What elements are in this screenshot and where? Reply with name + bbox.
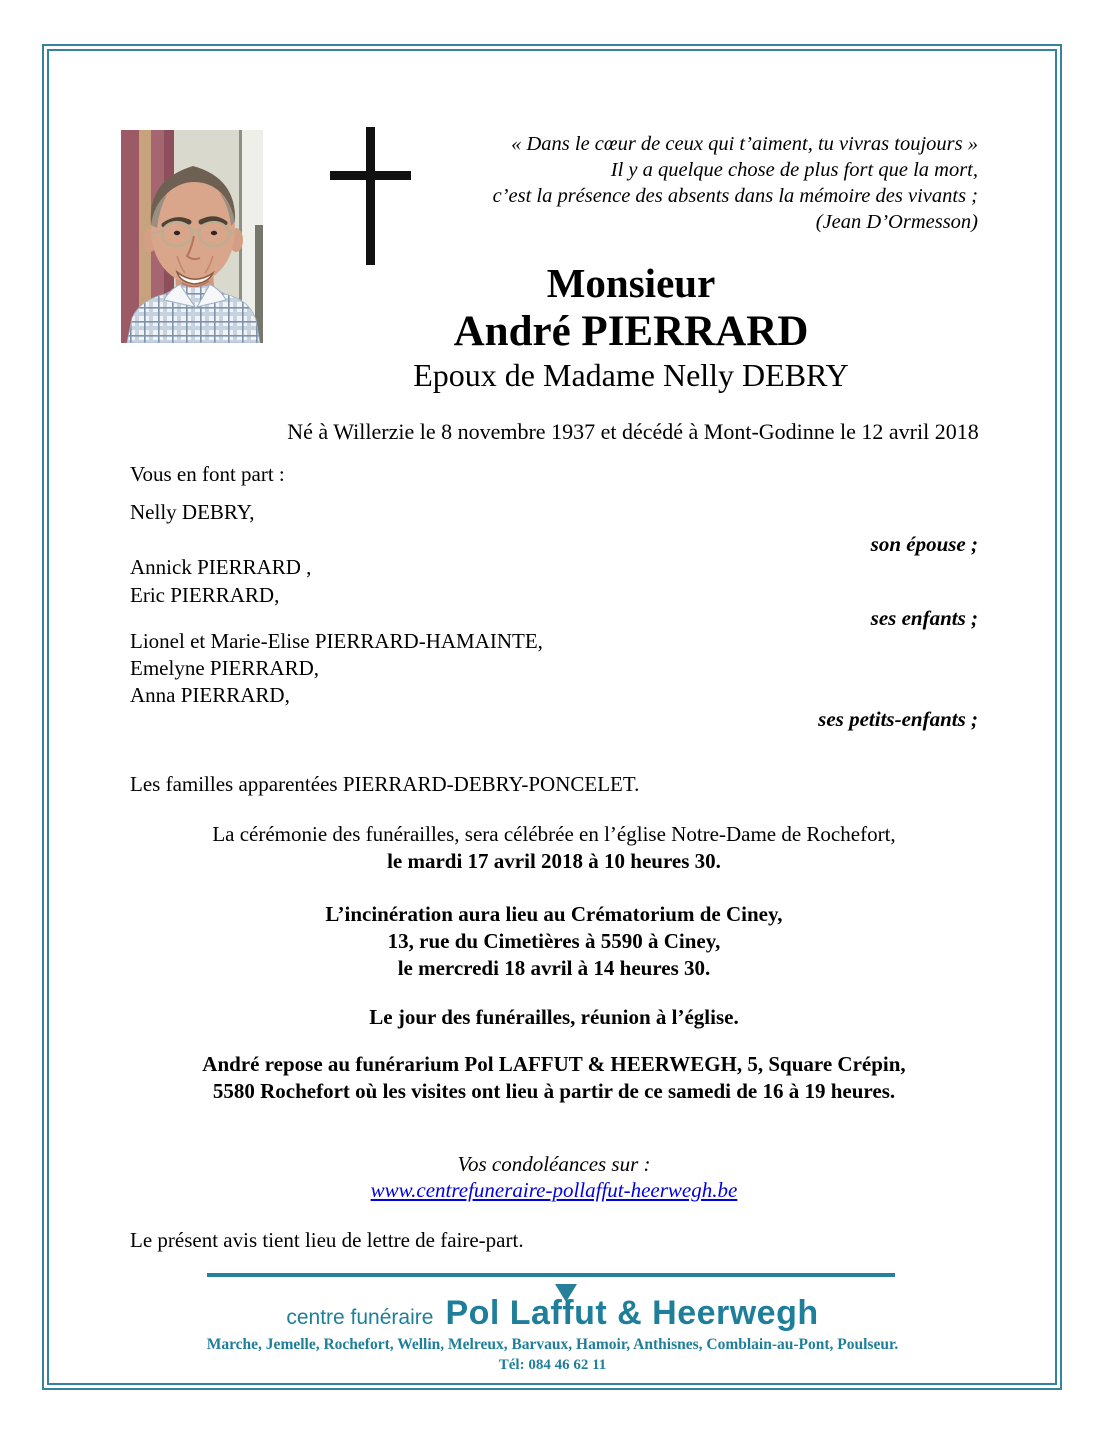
civility-title: Monsieur	[546, 260, 716, 306]
family-member-child-1: Annick PIERRARD ,	[130, 555, 312, 579]
repose-line-2: 5580 Rochefort où les visites ont lieu à partir de ce samedi de 16 à 19 heures.	[212, 1079, 896, 1103]
brand-prefix: centre funéraire	[286, 1306, 434, 1329]
quote-line-1: « Dans le cœur de ceux qui t’aiment, tu vivras toujours »	[511, 133, 978, 155]
brand-name: Pol Laffut & Heerwegh	[445, 1294, 819, 1332]
footer-locations: Marche, Jemelle, Rochefort, Wellin, Melreux, Barvaux, Hamoir, Anthisnes, Comblain-au-Pont, Poulseur.	[206, 1336, 899, 1353]
meeting-line: Le jour des funérailles, réunion à l’église.	[369, 1005, 739, 1029]
deceased-photo	[121, 130, 263, 343]
footer-phone: Tél: 084 46 62 11	[498, 1357, 607, 1373]
spouse-line: Epoux de Madame Nelly DEBRY	[413, 357, 849, 393]
relation-children: ses enfants ;	[870, 606, 978, 630]
ceremony-church-line-1: La cérémonie des funérailles, sera célébrée en l’église Notre-Dame de Rochefort,	[212, 822, 896, 846]
quote-line-4: (Jean D’Ormesson)	[815, 211, 978, 233]
condolences-label: Vos condoléances sur :	[457, 1152, 651, 1176]
relation-grandchildren: ses petits-enfants ;	[818, 707, 978, 731]
family-member-child-2: Eric PIERRARD,	[130, 583, 280, 607]
cremation-line-1: L’incinération aura lieu au Crématorium de Ciney,	[325, 902, 783, 926]
family-member-wife: Nelly DEBRY,	[130, 500, 255, 524]
family-member-grandchild-2: Emelyne PIERRARD,	[130, 656, 319, 680]
announcement-intro: Vous en font part :	[130, 462, 285, 486]
quote-line-2: Il y a quelque chose de plus fort que la mort,	[610, 159, 978, 181]
relation-wife: son épouse ;	[870, 532, 978, 556]
closing-line: Le présent avis tient lieu de lettre de faire-part.	[130, 1228, 524, 1252]
ceremony-church-line-2: le mardi 17 avril 2018 à 10 heures 30.	[387, 849, 721, 873]
family-member-grandchild-1: Lionel et Marie-Elise PIERRARD-HAMAINTE,	[130, 629, 543, 653]
cremation-line-2: 13, rue du Cimetières à 5590 à Ciney,	[387, 929, 721, 953]
repose-line-1: André repose au funérarium Pol LAFFUT & HEERWEGH, 5, Square Crépin,	[202, 1052, 906, 1076]
funeral-home-logo	[0, 1294, 1105, 1333]
deceased-name: André PIERRARD	[453, 308, 809, 355]
quote-line-3: c’est la présence des absents dans la mémoire des vivants ;	[492, 185, 978, 207]
condolences-link[interactable]: www.centrefuneraire-pollaffut-heerwegh.be	[370, 1178, 738, 1202]
related-families: Les familles apparentées PIERRARD-DEBRY-PONCELET.	[130, 772, 640, 796]
memorial-quote	[400, 131, 978, 235]
family-member-grandchild-3: Anna PIERRARD,	[130, 683, 290, 707]
cremation-line-3: le mercredi 18 avril à 14 heures 30.	[397, 956, 711, 980]
footer-divider	[207, 1273, 895, 1277]
birth-death-line: Né à Willerzie le 8 novembre 1937 et décédé à Mont-Godinne le 12 avril 2018	[287, 419, 979, 444]
